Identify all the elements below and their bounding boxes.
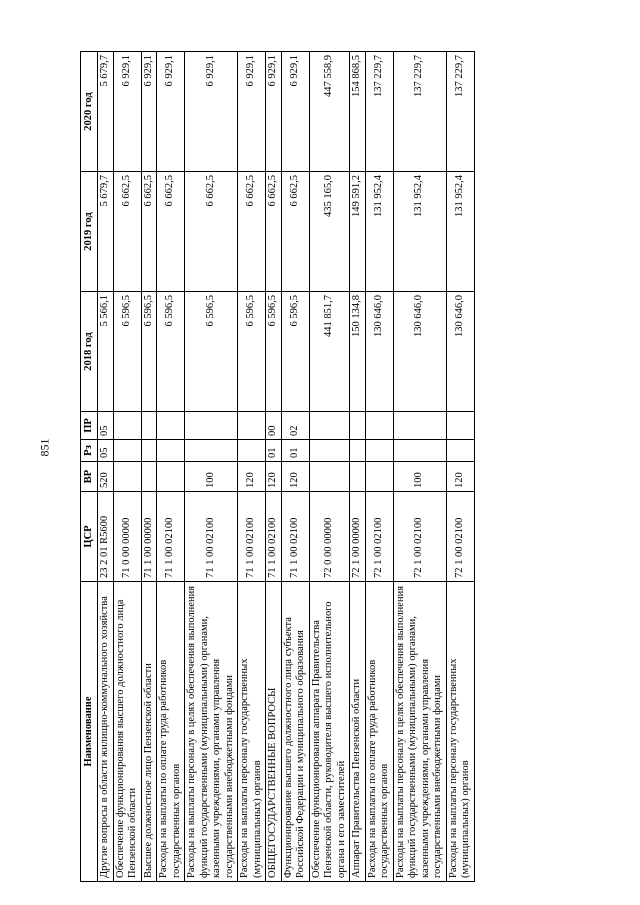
table-row [113, 52, 141, 882]
cell-2020: 5 679,7 [98, 52, 114, 172]
cell-2018: 6 596,5 [185, 292, 238, 412]
cell-vr [350, 462, 366, 492]
cell-2020: 6 929,1 [185, 52, 238, 172]
cell-csr: 71 1 00 02100 [185, 492, 238, 582]
cell-rz: 01 [281, 440, 309, 462]
cell-csr: 71 1 00 02100 [157, 492, 185, 582]
cell-rz [309, 440, 350, 462]
cell-2020: 6 929,1 [238, 52, 266, 172]
cell-csr: 71 1 00 00000 [141, 492, 157, 582]
cell-vr: 100 [185, 462, 238, 492]
cell-2019: 6 662,5 [281, 172, 309, 292]
cell-name: Расходы на выплаты персоналу государственных (муниципальных) органов [446, 582, 474, 882]
table-row [281, 52, 309, 882]
cell-rz [238, 440, 266, 462]
page-number: 851 [37, 438, 52, 457]
cell-2018: 6 596,5 [266, 292, 282, 412]
cell-2019: 6 662,5 [157, 172, 185, 292]
cell-pr [446, 412, 474, 440]
cell-2019: 5 679,7 [98, 172, 114, 292]
cell-csr: 72 0 00 00000 [309, 492, 350, 582]
cell-csr: 72 1 00 02100 [393, 492, 446, 582]
cell-rz [446, 440, 474, 462]
table-row [98, 52, 114, 882]
cell-vr: 100 [393, 462, 446, 492]
cell-2020: 137 229,7 [393, 52, 446, 172]
cell-2018: 6 596,5 [113, 292, 141, 412]
cell-2020: 154 868,5 [350, 52, 366, 172]
cell-csr: 71 1 00 02100 [238, 492, 266, 582]
cell-2019: 435 165,0 [309, 172, 350, 292]
cell-csr: 71 0 00 00000 [113, 492, 141, 582]
cell-name: Расходы на выплаты по оплате труда работников государственных органов [157, 582, 185, 882]
cell-name: Обеспечение функционирования высшего должностного лица Пензенской области [113, 582, 141, 882]
header-2020: 2020 год [81, 52, 98, 172]
cell-2019: 131 952,4 [365, 172, 393, 292]
cell-2019: 149 591,2 [350, 172, 366, 292]
cell-2019: 6 662,5 [141, 172, 157, 292]
cell-2018: 6 596,5 [157, 292, 185, 412]
table-row [350, 52, 366, 882]
cell-name: Другие вопросы в области жилищно-коммунального хозяйства [98, 582, 114, 882]
cell-csr: 72 1 00 00000 [350, 492, 366, 582]
cell-pr [238, 412, 266, 440]
cell-pr [309, 412, 350, 440]
table-row [141, 52, 157, 882]
cell-pr [185, 412, 238, 440]
cell-name: Обеспечение функционирования аппарата Правительства Пензенской области, руководителя высшего исполнительного органа и его заместителей [309, 582, 350, 882]
cell-2020: 6 929,1 [141, 52, 157, 172]
cell-2020: 137 229,7 [446, 52, 474, 172]
cell-pr [157, 412, 185, 440]
cell-name: Функционирование высшего должностного лица субъекта Российской Федерации и муниципального образования [281, 582, 309, 882]
table-row [266, 52, 282, 882]
cell-pr [393, 412, 446, 440]
table-row [446, 52, 474, 882]
header-vr: ВР [81, 462, 98, 492]
cell-pr: 02 [281, 412, 309, 440]
cell-2020: 447 558,9 [309, 52, 350, 172]
cell-2018: 6 596,5 [238, 292, 266, 412]
cell-2018: 150 134,8 [350, 292, 366, 412]
header-name: Наименование [81, 582, 98, 882]
cell-pr [350, 412, 366, 440]
cell-vr: 120 [281, 462, 309, 492]
cell-2018: 441 851,7 [309, 292, 350, 412]
cell-vr [113, 462, 141, 492]
table-row [238, 52, 266, 882]
table-row [309, 52, 350, 882]
cell-name: Высшее должностное лицо Пензенской области [141, 582, 157, 882]
cell-rz [141, 440, 157, 462]
cell-2018: 130 646,0 [393, 292, 446, 412]
cell-2020: 6 929,1 [266, 52, 282, 172]
cell-csr: 23 2 01 R5600 [98, 492, 114, 582]
cell-rz: 01 [266, 440, 282, 462]
cell-pr: 00 [266, 412, 282, 440]
cell-vr [365, 462, 393, 492]
cell-2020: 6 929,1 [281, 52, 309, 172]
cell-name: Расходы на выплаты персоналу государственных (муниципальных) органов [238, 582, 266, 882]
table-row [157, 52, 185, 882]
cell-2019: 6 662,5 [185, 172, 238, 292]
table-row [185, 52, 238, 882]
cell-pr: 05 [98, 412, 114, 440]
cell-vr: 520 [98, 462, 114, 492]
cell-vr [157, 462, 185, 492]
cell-2019: 6 662,5 [113, 172, 141, 292]
cell-name: ОБЩЕГОСУДАРСТВЕННЫЕ ВОПРОСЫ [266, 582, 282, 882]
cell-rz [157, 440, 185, 462]
cell-2018: 130 646,0 [446, 292, 474, 412]
cell-vr: 120 [446, 462, 474, 492]
table-row [365, 52, 393, 882]
cell-vr [141, 462, 157, 492]
table-header-row [81, 52, 98, 882]
cell-2019: 131 952,4 [446, 172, 474, 292]
cell-2018: 6 596,5 [141, 292, 157, 412]
cell-pr [113, 412, 141, 440]
header-csr: ЦСР [81, 492, 98, 582]
table-row [393, 52, 446, 882]
cell-name: Аппарат Правительства Пензенской области [350, 582, 366, 882]
cell-2020: 6 929,1 [157, 52, 185, 172]
cell-name: Расходы на выплаты персоналу в целях обеспечения выполнения функций государственными (муниципальными) органами, казенными учреждениями, органами управления государственными внебюджетными фондами [185, 582, 238, 882]
cell-2018: 6 596,5 [281, 292, 309, 412]
cell-rz: 05 [98, 440, 114, 462]
cell-csr: 72 1 00 02100 [365, 492, 393, 582]
cell-vr: 120 [266, 462, 282, 492]
cell-rz [393, 440, 446, 462]
cell-csr: 71 1 00 02100 [281, 492, 309, 582]
cell-2020: 137 229,7 [365, 52, 393, 172]
cell-csr: 72 1 00 02100 [446, 492, 474, 582]
header-2019: 2019 год [81, 172, 98, 292]
cell-vr [309, 462, 350, 492]
header-pr: ПР [81, 412, 98, 440]
cell-pr [365, 412, 393, 440]
cell-rz [185, 440, 238, 462]
cell-2019: 131 952,4 [393, 172, 446, 292]
cell-csr: 71 1 00 02100 [266, 492, 282, 582]
cell-vr: 120 [238, 462, 266, 492]
cell-2018: 130 646,0 [365, 292, 393, 412]
budget-table [80, 51, 475, 882]
budget-table-container [80, 52, 570, 882]
header-rz: Рз [81, 440, 98, 462]
cell-2020: 6 929,1 [113, 52, 141, 172]
cell-name: Расходы на выплаты персоналу в целях обеспечения выполнения функций государственными (муниципальными) органами, казенными учреждениями, органами управления государственными внебюджетными фондами [393, 582, 446, 882]
cell-pr [141, 412, 157, 440]
cell-2019: 6 662,5 [266, 172, 282, 292]
cell-name: Расходы на выплаты по оплате труда работников государственных органов [365, 582, 393, 882]
cell-2019: 6 662,5 [238, 172, 266, 292]
cell-rz [113, 440, 141, 462]
cell-rz [350, 440, 366, 462]
header-2018: 2018 год [81, 292, 98, 412]
cell-rz [365, 440, 393, 462]
cell-2018: 5 566,1 [98, 292, 114, 412]
